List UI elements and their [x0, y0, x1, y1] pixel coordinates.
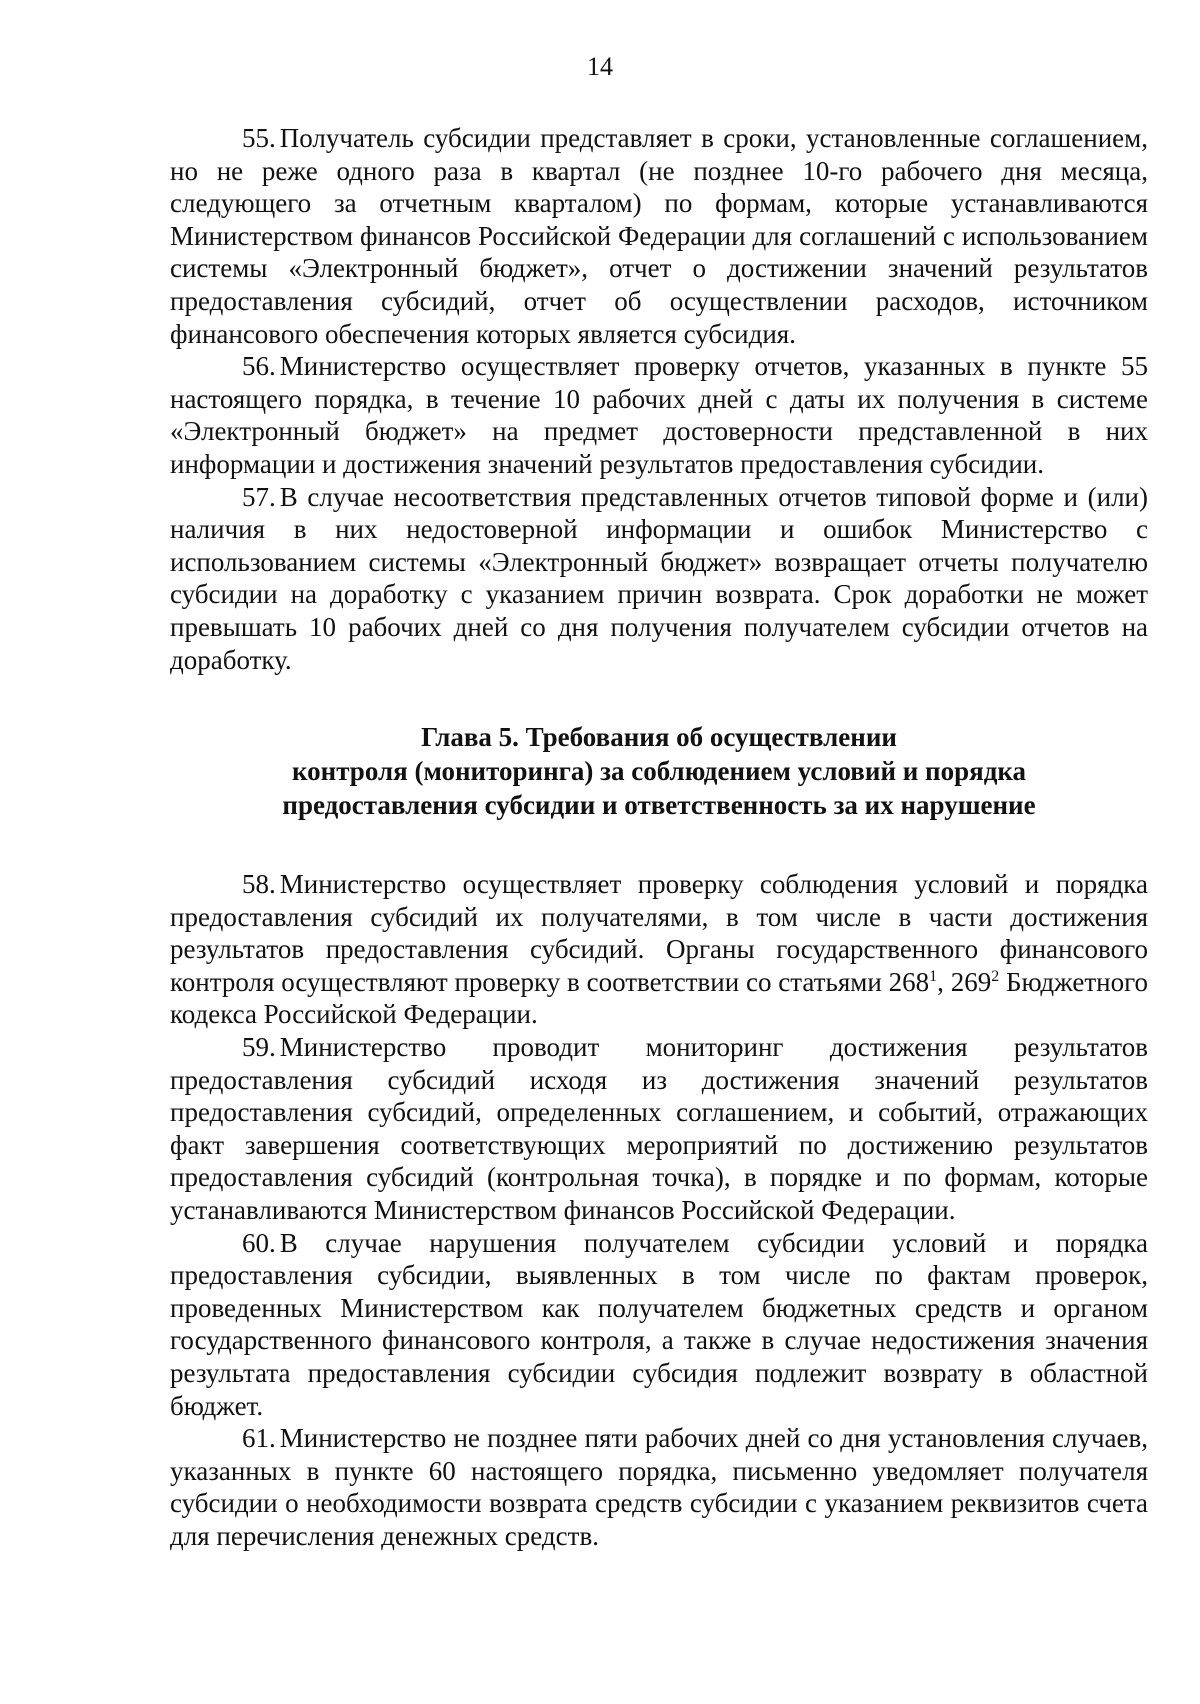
- paragraph-number: 58.: [242, 869, 276, 900]
- paragraph-55: [170, 122, 1148, 350]
- paragraph-58: [170, 868, 1148, 1031]
- superscript: 1: [929, 967, 938, 985]
- paragraph-text: Министерство проводит мониторинг достижения результатов предоставления субсидий исходя из достижения значений результатов предоставления субсидий, определенных соглашением, и событий, отражающих факт завершения соответствующих мероприятий по достижению результатов предоставления субсидий (контрольная точка), в порядке и по формам, которые устанавливаются Министерством финансов Российской Федерации.: [170, 1032, 1148, 1226]
- chapter-title-line-3: предоставления субсидии и ответственность за их нарушение: [282, 790, 1036, 821]
- paragraph-number: 61.: [242, 1423, 276, 1454]
- paragraph-text: Бюджетного кодекса Российской Федерации.: [170, 966, 1148, 1030]
- chapter-title-line-2: контроля (мониторинга) за соблюдением условий и порядка: [291, 756, 1027, 787]
- paragraph-number: 60.: [242, 1227, 276, 1258]
- paragraph-59: [170, 1031, 1148, 1227]
- superscript: 2: [991, 967, 1000, 985]
- page-number: 14: [587, 52, 613, 81]
- paragraph-text: Министерство не позднее пяти рабочих дней со дня установления случаев, указанных в пункте 60 настоящего порядка, письменно уведомляет получателя субсидии о необходимости возврата средств субсидии с указанием реквизитов счета для перечисления денежных средств.: [170, 1423, 1148, 1551]
- paragraph-number: 55.: [242, 123, 276, 153]
- paragraph-56: [170, 350, 1148, 480]
- paragraph-60: [170, 1227, 1148, 1423]
- paragraph-text: Получатель субсидии представляет в сроки, установленные соглашением, но не реже одного раза в квартал (не позднее 10-го рабочего дня месяца, следующего за отчетным кварталом) по формам, которые устанавливаются Министерством финансов Российской Федерации для соглашений с использованием системы «Электронный бюджет», отчет о достижении значений результатов предоставления субсидий, отчет об осуществлении расходов, источником финансового обеспечения которых является субсидия.: [170, 123, 1148, 349]
- paragraph-57: [170, 481, 1148, 677]
- paragraph-number: 57.: [242, 481, 276, 512]
- paragraph-61: [170, 1422, 1148, 1552]
- paragraph-text: Министерство осуществляет проверку соблюдения условий и порядка предоставления субсидий их получателями, в том числе в части достижения результатов предоставления субсидий. Органы государственного финансового контроля осуществляют проверку в соответствии со статьями 268: [170, 869, 1148, 997]
- paragraph-text: , 269: [937, 966, 992, 997]
- paragraph-number: 56.: [242, 351, 276, 382]
- paragraph-number: 59.: [242, 1032, 276, 1063]
- paragraph-text: В случае нарушения получателем субсидии условий и порядка предоставления субсидии, выявленных в том числе по фактам проверок, проведенных Министерством как получателем бюджетных средств и органом государственного финансового контроля, а также в случае недостижения значения результата предоставления субсидии субсидия подлежит возврату в областной бюджет.: [170, 1227, 1148, 1421]
- document-body: [170, 122, 1148, 1553]
- chapter-heading: [170, 720, 1148, 822]
- chapter-title-line-1: Глава 5. Требования об осуществлении: [421, 722, 897, 753]
- paragraph-text: В случае несоответствия представленных отчетов типовой форме и (или) наличия в них недостоверной информации и ошибок Министерство с использованием системы «Электронный бюджет» возвращает отчеты получателю субсидии на доработку с указанием причин возврата. Срок доработки не может превышать 10 рабочих дней со дня получения получателем субсидии отчетов на доработку.: [170, 481, 1148, 675]
- paragraph-text: Министерство осуществляет проверку отчетов, указанных в пункте 55 настоящего порядка, в течение 10 рабочих дней с даты их получения в системе «Электронный бюджет» на предмет достоверности представленной в них информации и достижения значений результатов предоставления субсидии.: [170, 351, 1148, 479]
